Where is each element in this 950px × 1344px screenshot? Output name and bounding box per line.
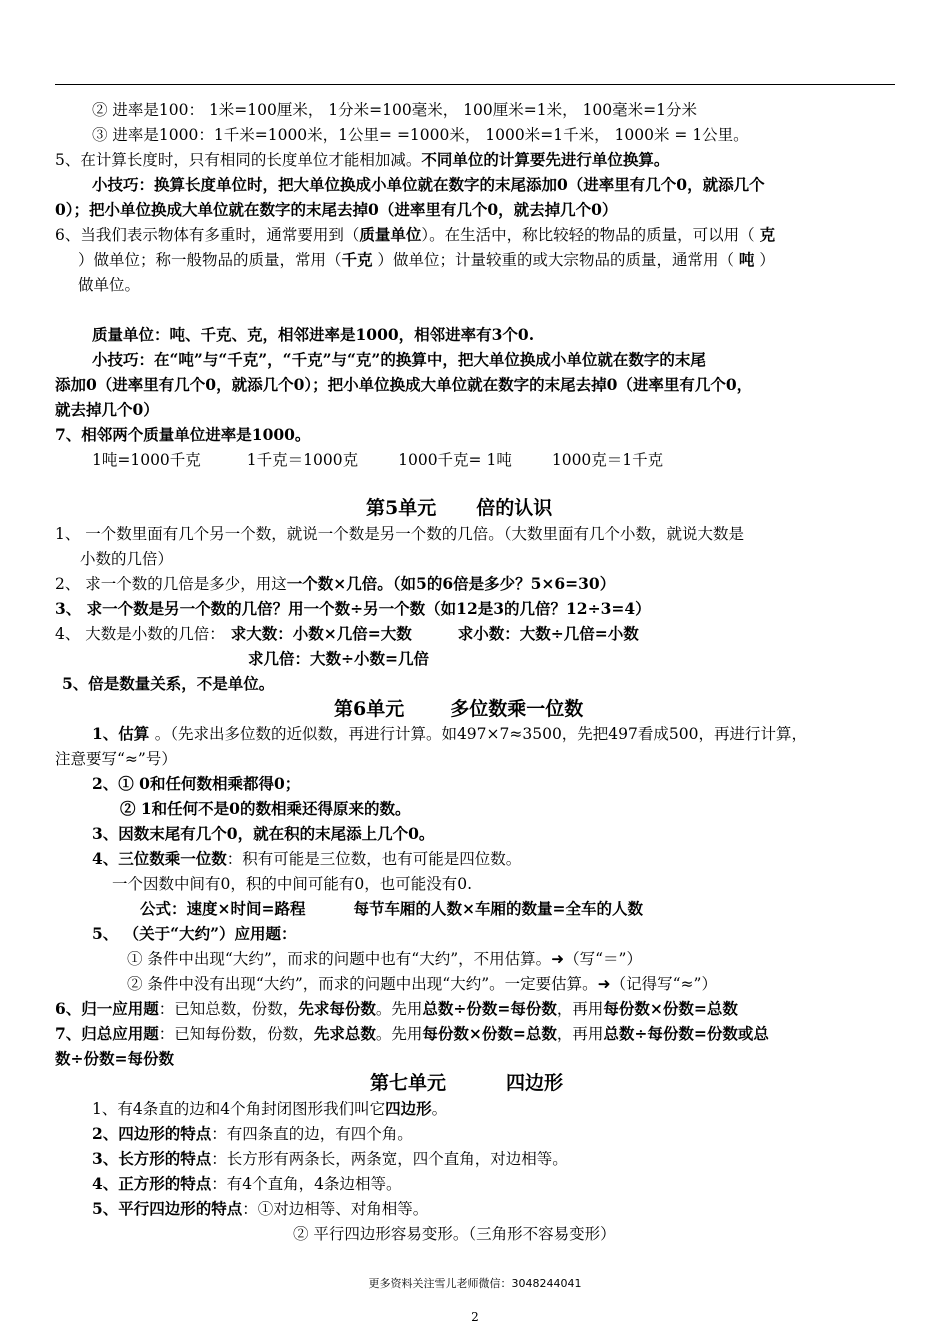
item-5-length: 5、在计算长度时，只有相同的长度单位才能相加减。不同单位的计算要先进行单位换算。: [55, 150, 670, 169]
unit-6-point-5a: ① 条件中出现“大约”，而求的问题中也有“大约”，不用估算。➜（写“＝”）: [127, 950, 642, 968]
unit-6-point-7-line-2: 数÷份数=每份数: [55, 1049, 174, 1068]
unit-7-point-5b: ② 平行四边形容易变形。（三角形不容易变形）: [293, 1225, 616, 1243]
unit-6-point-1-line-2: 注意要写“≈”号）: [55, 750, 177, 768]
unit-7-point-1: 1、有4条直的边和4个角封闭图形我们叫它四边形。: [92, 1099, 448, 1118]
unit-6-point-7: 7、归总应用题：已知每份数，份数，先求总数。先用每份数×份数=总数，再用总数÷每份数=份数或总: [55, 1024, 769, 1043]
unit-6-point-2b: ② 1和任何不是0的数相乘还得原来的数。: [120, 799, 411, 818]
length-tip-line-2: 0）；把小单位换成大单位就在数字的末尾去掉0（进率里有几个0，就去掉几个0）: [55, 200, 618, 219]
unit-5-point-1-line-1: 1、 一个数里面有几个另一个数，就说一个数是另一个数的几倍。（大数里面有几个小数，就说大数是: [55, 525, 745, 543]
header-rule: [55, 84, 895, 85]
unit-7-point-4: 4、正方形的特点：有4个直角，4条边相等。: [92, 1174, 402, 1193]
unit-7-heading: 第七单元 四边形: [370, 1072, 564, 1094]
unit-5-point-3: 3、 求一个数是另一个数的几倍？用一个数÷另一个数（如12是3的几倍？12÷3=4）: [55, 599, 651, 618]
item-6-mass-line-1: 6、当我们表示物体有多重时，通常要用到（质量单位）。在生活中，称比较轻的物品的质量，可以用（ 克: [55, 225, 776, 244]
unit-7-point-3: 3、长方形的特点：长方形有两条长，两条宽，四个直角，对边相等。: [92, 1149, 568, 1168]
length-tip-line-1: 小技巧：换算长度单位时，把大单位换成小单位就在数字的末尾添加0（进率里有几个0，就添几个: [92, 175, 765, 194]
conversion-line-1000: ③ 进率是1000：1千米=1000米，1公里= =1000米， 1000米=1千米， 1000米 = 1公里。: [92, 126, 749, 144]
unit-6-point-2a: 2、① 0和任何数相乘都得0；: [92, 774, 301, 793]
unit-6-point-4-note: 一个因数中间有0，积的中间可能有0，也可能没有0.: [112, 875, 473, 893]
item-6-mass-line-2: ）做单位；称一般物品的质量，常用（千克 ）做单位；计量较重的或大宗物品的质量，通常用（ 吨 ）: [78, 250, 775, 269]
mass-eq-4: 1000克＝1千克: [551, 451, 664, 469]
mass-eq-3: 1000千克= 1吨: [398, 451, 512, 469]
unit-6-heading: 第6单元 多位数乘一位数: [334, 698, 584, 720]
mass-eq-2: 1千克＝1000克: [246, 451, 359, 469]
unit-6-point-4: 4、三位数乘一位数：积有可能是三位数，也有可能是四位数。: [92, 849, 522, 868]
item-7-mass-rate: 7、相邻两个质量单位进率是1000。: [55, 425, 311, 444]
mass-tip-line-3: 就去掉几个0）: [55, 400, 159, 419]
unit-5-point-5: 5、倍是数量关系，不是单位。: [62, 674, 275, 693]
unit-6-point-5: 5、 （关于“大约”）应用题：: [92, 924, 297, 943]
unit-6-formulas: 公式：速度×时间=路程 每节车厢的人数×车厢的数量=全车的人数: [140, 899, 643, 918]
mass-eq-1: 1吨=1000千克: [92, 451, 201, 469]
unit-5-point-4-formula: 求几倍：大数÷小数=几倍: [248, 649, 429, 668]
page-number: 2: [471, 1310, 479, 1324]
unit-6-point-3: 3、因数末尾有几个0，就在积的末尾添上几个0。: [92, 824, 435, 843]
unit-7-point-5: 5、平行四边形的特点：①对边相等、对角相等。: [92, 1199, 429, 1218]
unit-5-heading: 第5单元 倍的认识: [366, 497, 553, 519]
item-6-mass-line-3: 做单位。: [78, 276, 141, 294]
mass-tip-line-2: 添加0（进率里有几个0，就添几个0）；把小单位换成大单位就在数字的末尾去掉0（进率里有几个0，: [55, 375, 753, 394]
mass-equations: [92, 450, 663, 470]
unit-5-point-2: 2、 求一个数的几倍是多少，用这一个数×几倍。（如5的6倍是多少？5×6=30）: [55, 574, 616, 593]
unit-5-point-4: 4、 大数是小数的几倍： 求大数：小数×几倍=大数 求小数：大数÷几倍=小数: [55, 624, 639, 643]
unit-6-point-5b: ② 条件中没有出现“大约”，而求的问题中出现“大约”。一定要估算。➜（记得写“≈”）: [127, 975, 717, 993]
unit-7-point-2: 2、四边形的特点：有四条直的边，有四个角。: [92, 1124, 413, 1143]
footer-note: 更多资料关注雪儿老师微信：3048244041: [368, 1277, 582, 1290]
unit-5-point-1-line-2: 小数的几倍）: [80, 550, 174, 568]
unit-6-point-6: 6、归一应用题：已知总数，份数，先求每份数。先用总数÷份数=每份数，再用每份数×份数=总数: [55, 999, 738, 1018]
conversion-line-100: ② 进率是100： 1米=100厘米， 1分米=100毫米， 100厘米=1米， 100毫米=1分米: [92, 101, 697, 119]
mass-tip-line-1: 小技巧：在“吨”与“千克”，“千克”与“克”的换算中，把大单位换成小单位就在数字的末尾: [92, 350, 706, 369]
mass-units-note: 质量单位：吨、千克、克，相邻进率是1000，相邻进率有3个0.: [92, 325, 535, 344]
unit-6-point-1: 1、估算 。（先求出多位数的近似数，再进行计算。如497×7≈3500，先把497看成500，再进行计算，: [92, 724, 807, 743]
